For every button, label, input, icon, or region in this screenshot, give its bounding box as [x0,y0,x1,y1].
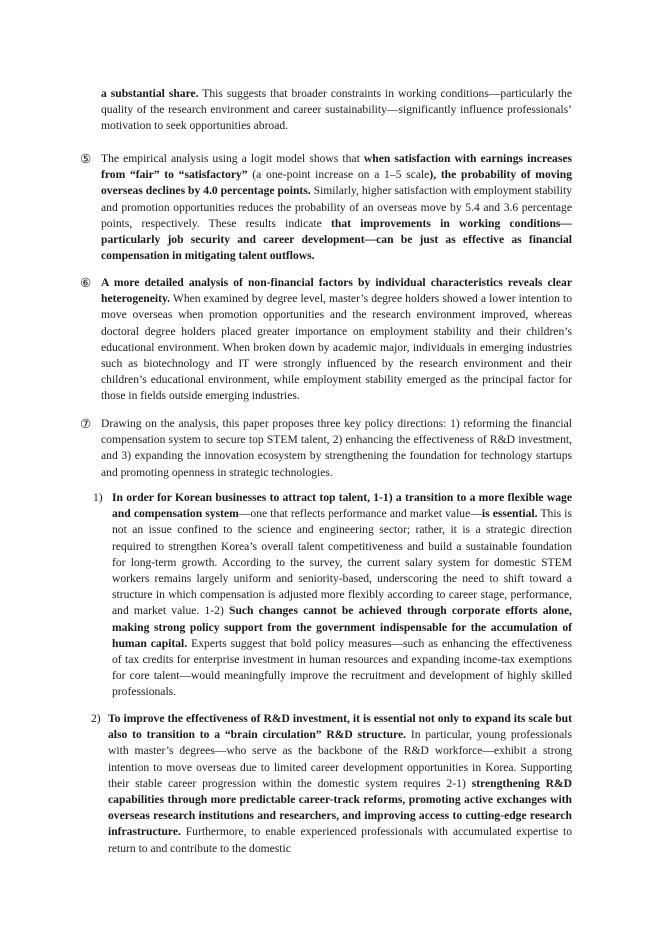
item5-text-2: (a one-point increase on a 1–5 scale [247,168,430,182]
sub1-bold-2: is essential. [481,507,538,521]
item6-paragraph [101,275,572,405]
item6-marker: ⑥ [80,276,92,290]
sub2-text-2: Furthermore, to enable experienced professionals with accumulated expertise to return to and contribute to the domestic [108,825,572,855]
item7-paragraph [101,416,572,481]
item5-paragraph [101,151,572,264]
item5-marker: ⑤ [80,152,92,166]
intro-bold-lead: a substantial share. [101,87,199,100]
item5-text-3: Similarly, higher satisfaction with employment stability and promotion opportunities reduces the probability of an overseas move by 5.4 and 3.6 percentage points, respectively. These results indicate [101,184,572,230]
item5-text-1: The empirical analysis using a logit model shows that [101,152,364,165]
intro-text: This suggests that broader constraints in working conditions—particularly the quality of the research environment and career sustainability—significantly influence professionals’ motivation to seek opportunities abroad. [101,87,572,133]
sub2-text-1: In particular, young professionals with master’s degrees—who serve as the backbone of the R&D workforce—exhibit a strong intention to move overseas due to limited career development opportunities in Korea. Supporting their stable career progression within the domestic system requires 2-1) [108,728,573,790]
sub2-bold-1: To improve the effectiveness of R&D investment, it is essential not only to expand its scale but also to transition to a “brain circulation” R&D structure. [108,712,572,742]
sub1-text-2: This is not an issue confined to the science and engineering sector; rather, it is a strategic direction required to strengthen Korea’s overall talent competitiveness and build a sustainable foundation for long-term growth. According to the survey, the current salary system for domestic STEM workers remains largely uniform and seniority-based, underscoring the need to shift toward a structure in which compensation is adjusted more flexibly according to career stage, performance, and market value. 1-2) [112,507,572,618]
item6-bold-1: A more detailed analysis of non-financial factors by individual characteristics reveals clear heterogeneity. [101,276,572,306]
item5-bold-3: that improvements in working conditions—particularly job security and career development—can be just as effective as financial compensation in mitigating talent outflows. [101,216,572,263]
sub1-bold-3: Such changes cannot be achieved through corporate efforts alone, making strong policy support from the government indispensable for the accumulation of human capital. [112,604,573,650]
item6-text-1: When examined by degree level, master’s degree holders showed a lower intention to move overseas when promotion opportunities and the research environment improved, whereas doctoral degree holders placed greater importance on employment stability and their children’s educational environment. When broken down by academic major, individuals in emerging industries such as biotechnology and IT were strongly influenced by the research environment and their children’s educational environment, while employment stability emerged as the principal factor for those in fields outside emerging industries. [101,292,572,403]
item7-text-1: Drawing on the analysis, this paper proposes three key policy directions: 1) reforming the financial compensation system to secure top STEM talent, 2) enhancing the effectiveness of R&D investment, and 3) expanding the innovation ecosystem by strengthening the foundation for technology startups and promoting openness in strategic technologies. [101,417,572,479]
sub2-label: 2) [91,712,101,725]
sub1-text-1: —one that reflects performance and market value— [238,507,482,521]
sub1-bold-1: In order for Korean businesses to attract top talent, 1-1) a transition to a more flexible wage and compensation system [112,491,572,521]
intro-paragraph [101,86,572,135]
sub1-text-3: Experts suggest that bold policy measures—such as enhancing the effectiveness of tax credits for enterprise investment in human resources and expanding income-tax exemptions for core talent—would meaningfully improve the recruitment and development of highly skilled professionals. [112,636,573,699]
sub2-bold-2: strengthening R&D capabilities through more predictable career-track reforms, promoting active exchanges with overseas research institutions and researchers, and improving access to cutting-edge research infrastructure. [108,776,573,839]
sub2-paragraph [108,711,572,857]
item7-marker: ⑦ [80,417,92,431]
sub1-paragraph [112,490,572,701]
item5-bold-1: when satisfaction with earnings increases from “fair” to “satisfactory” [101,152,572,182]
item5-bold-2: ), the probability of moving overseas declines by 4.0 percentage points. [101,168,572,198]
sub1-label: 1) [93,491,103,504]
